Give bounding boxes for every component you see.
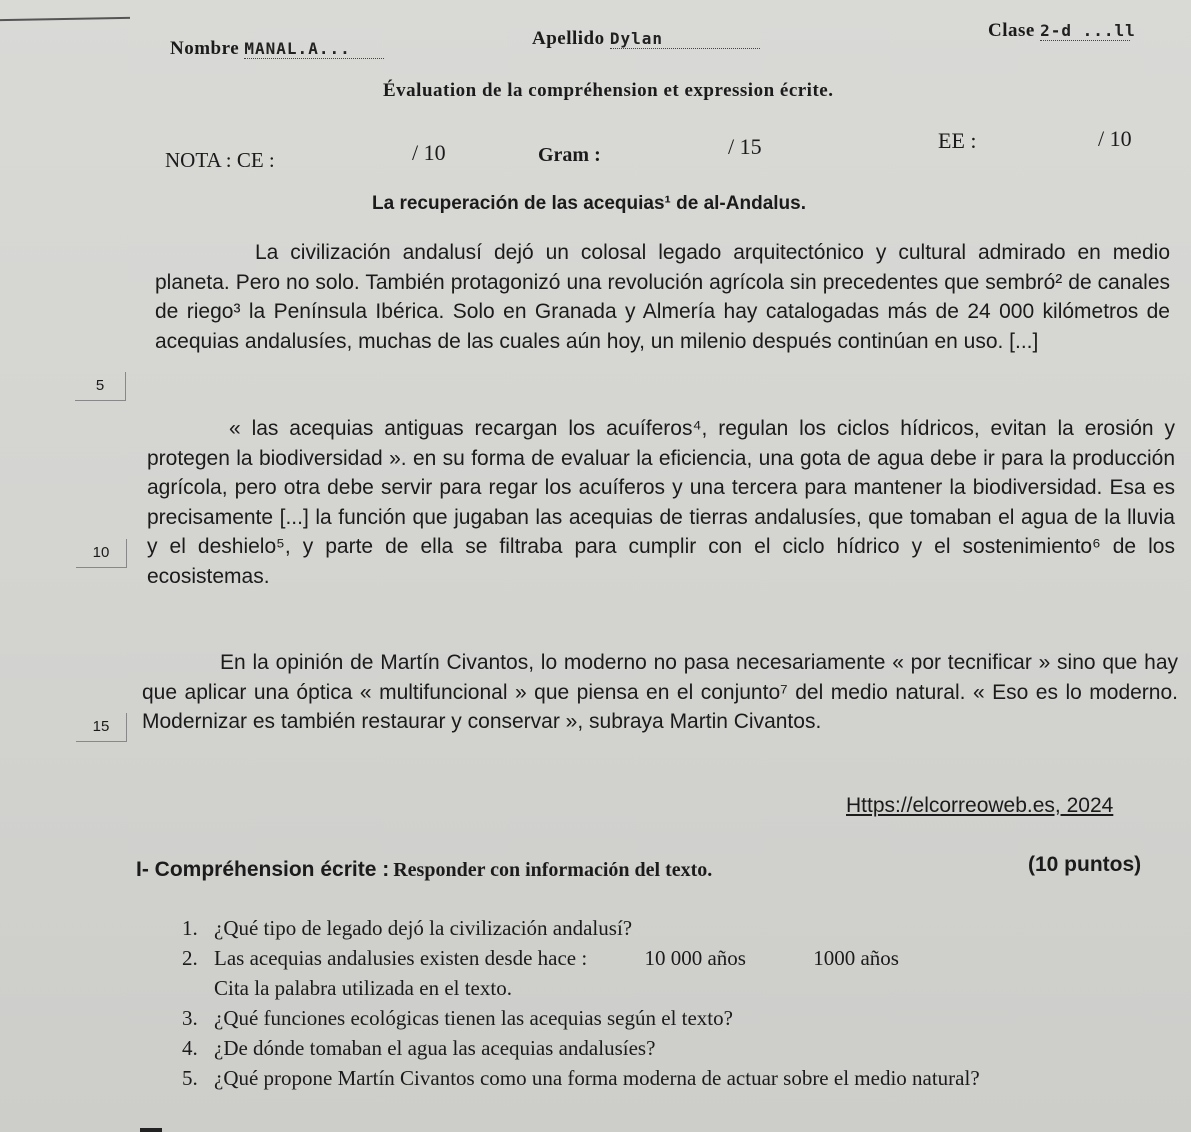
gram-label: Gram :: [538, 144, 601, 166]
article-paragraph-3: [142, 648, 1178, 737]
clase-label: Clase: [988, 20, 1035, 41]
ee-label: EE :: [938, 128, 977, 153]
article-title: La recuperación de las acequias¹ de al-Andalus.: [372, 193, 806, 214]
question-2: [182, 943, 980, 973]
question-text: ¿Qué funciones ecológicas tienen las acequias según el texto?: [214, 1006, 733, 1030]
exam-title: Évaluation de la compréhension et expression écrite.: [383, 80, 834, 101]
paragraph-1-text: La civilización andalusí dejó un colosal legado arquitectónico y cultural admirado en medio planeta. Pero no solo. También protagonizó una revolución agrícola sin precedentes que sembró² de canales de riego³ la Península Ibérica. Solo en Granada y Almería hay catalogadas más de 24 000 kilómetros de acequias andalusíes, muchas de las cuales aún hoy, un milenio después continúan en uso. [...]: [155, 241, 1170, 353]
question-1: [182, 913, 980, 943]
article-paragraph-2: [147, 414, 1175, 591]
paragraph-3-text: En la opinión de Martín Civantos, lo moderno no pasa necesariamente « por tecnificar » sino que hay que aplicar una óptica « multifuncional » que piensa en el conjunto⁷ del medio natural. « Eso es lo moderno. Modernizar es también restaurar y conservar », subraya Martin Civantos.: [142, 651, 1178, 733]
paragraph-2-text: « las acequias antiguas recargan los acuíferos⁴, regulan los ciclos hídricos, evitan la erosión y protegen la biodiversidad ». en su forma de evaluar la eficiencia, una gota de agua debe ir para la producción agrícola, pero otra debe servir para regar los acuíferos y una tercera para mantener la biodiversidad. Esa es precisamente [...] la función que jugaban las acequias de tierras andalusíes, que tomaban el agua de la lluvia y el deshielo⁵, y parte de ella se filtraba para cumplir con el ciclo hídrico y el sostenimiento⁶ de los ecosistemas.: [147, 417, 1175, 588]
question-number: 5.: [182, 1066, 198, 1090]
line-number-15: 15: [76, 713, 127, 742]
article-paragraph-1: [155, 238, 1170, 356]
question-text: ¿De dónde tomaban el agua las acequias andalusíes?: [214, 1036, 656, 1060]
question-text: Cita la palabra utilizada en el texto.: [214, 976, 512, 1000]
option-10000-years: 10 000 años: [644, 946, 746, 970]
question-number: 2.: [182, 946, 198, 970]
nombre-label: Nombre: [170, 38, 240, 59]
option-1000-years: 1000 años: [813, 946, 899, 970]
nota-ce-label: NOTA : CE :: [165, 148, 275, 172]
apellido-value: Dylan: [610, 29, 760, 49]
clase-value: 2-d ...ll: [1040, 21, 1136, 40]
ce-total: / 10: [412, 140, 446, 165]
section-title-rest: Responder con información del texto.: [393, 859, 713, 881]
nombre-field: [170, 38, 384, 60]
question-number: 3.: [182, 1006, 198, 1030]
nombre-value: MANAL.A...: [244, 39, 384, 59]
question-text: ¿Qué propone Martín Civantos como una forma moderna de actuar sobre el medio natural?: [214, 1066, 980, 1090]
gram-total: / 15: [728, 134, 762, 159]
article-source: [846, 794, 1113, 818]
section-heading: [136, 858, 712, 882]
question-5: [182, 1063, 980, 1093]
question-number: 1.: [182, 916, 198, 940]
question-4: [182, 1033, 980, 1063]
question-3: [182, 1003, 980, 1033]
question-number: 4.: [182, 1036, 198, 1060]
source-link: Https://elcorreoweb.es, 2024: [846, 794, 1114, 817]
section-points: (10 puntos): [1028, 853, 1142, 876]
section-title-bold: I- Compréhension écrite :: [136, 858, 390, 881]
line-number-5: 5: [75, 372, 126, 401]
clase-field: [988, 20, 1136, 42]
question-2-followup: [182, 973, 980, 1003]
question-list: [182, 913, 980, 1093]
apellido-label: Apellido: [532, 28, 605, 49]
apellido-field: [532, 28, 760, 50]
question-text: ¿Qué tipo de legado dejó la civilización andalusí?: [214, 916, 633, 940]
page-edge-mark: [140, 1128, 162, 1132]
line-number-10: 10: [76, 539, 127, 568]
paper-edge-line: [0, 17, 130, 21]
question-text: Las acequias andalusies existen desde hace :: [214, 946, 588, 970]
ee-total: / 10: [1098, 126, 1132, 151]
